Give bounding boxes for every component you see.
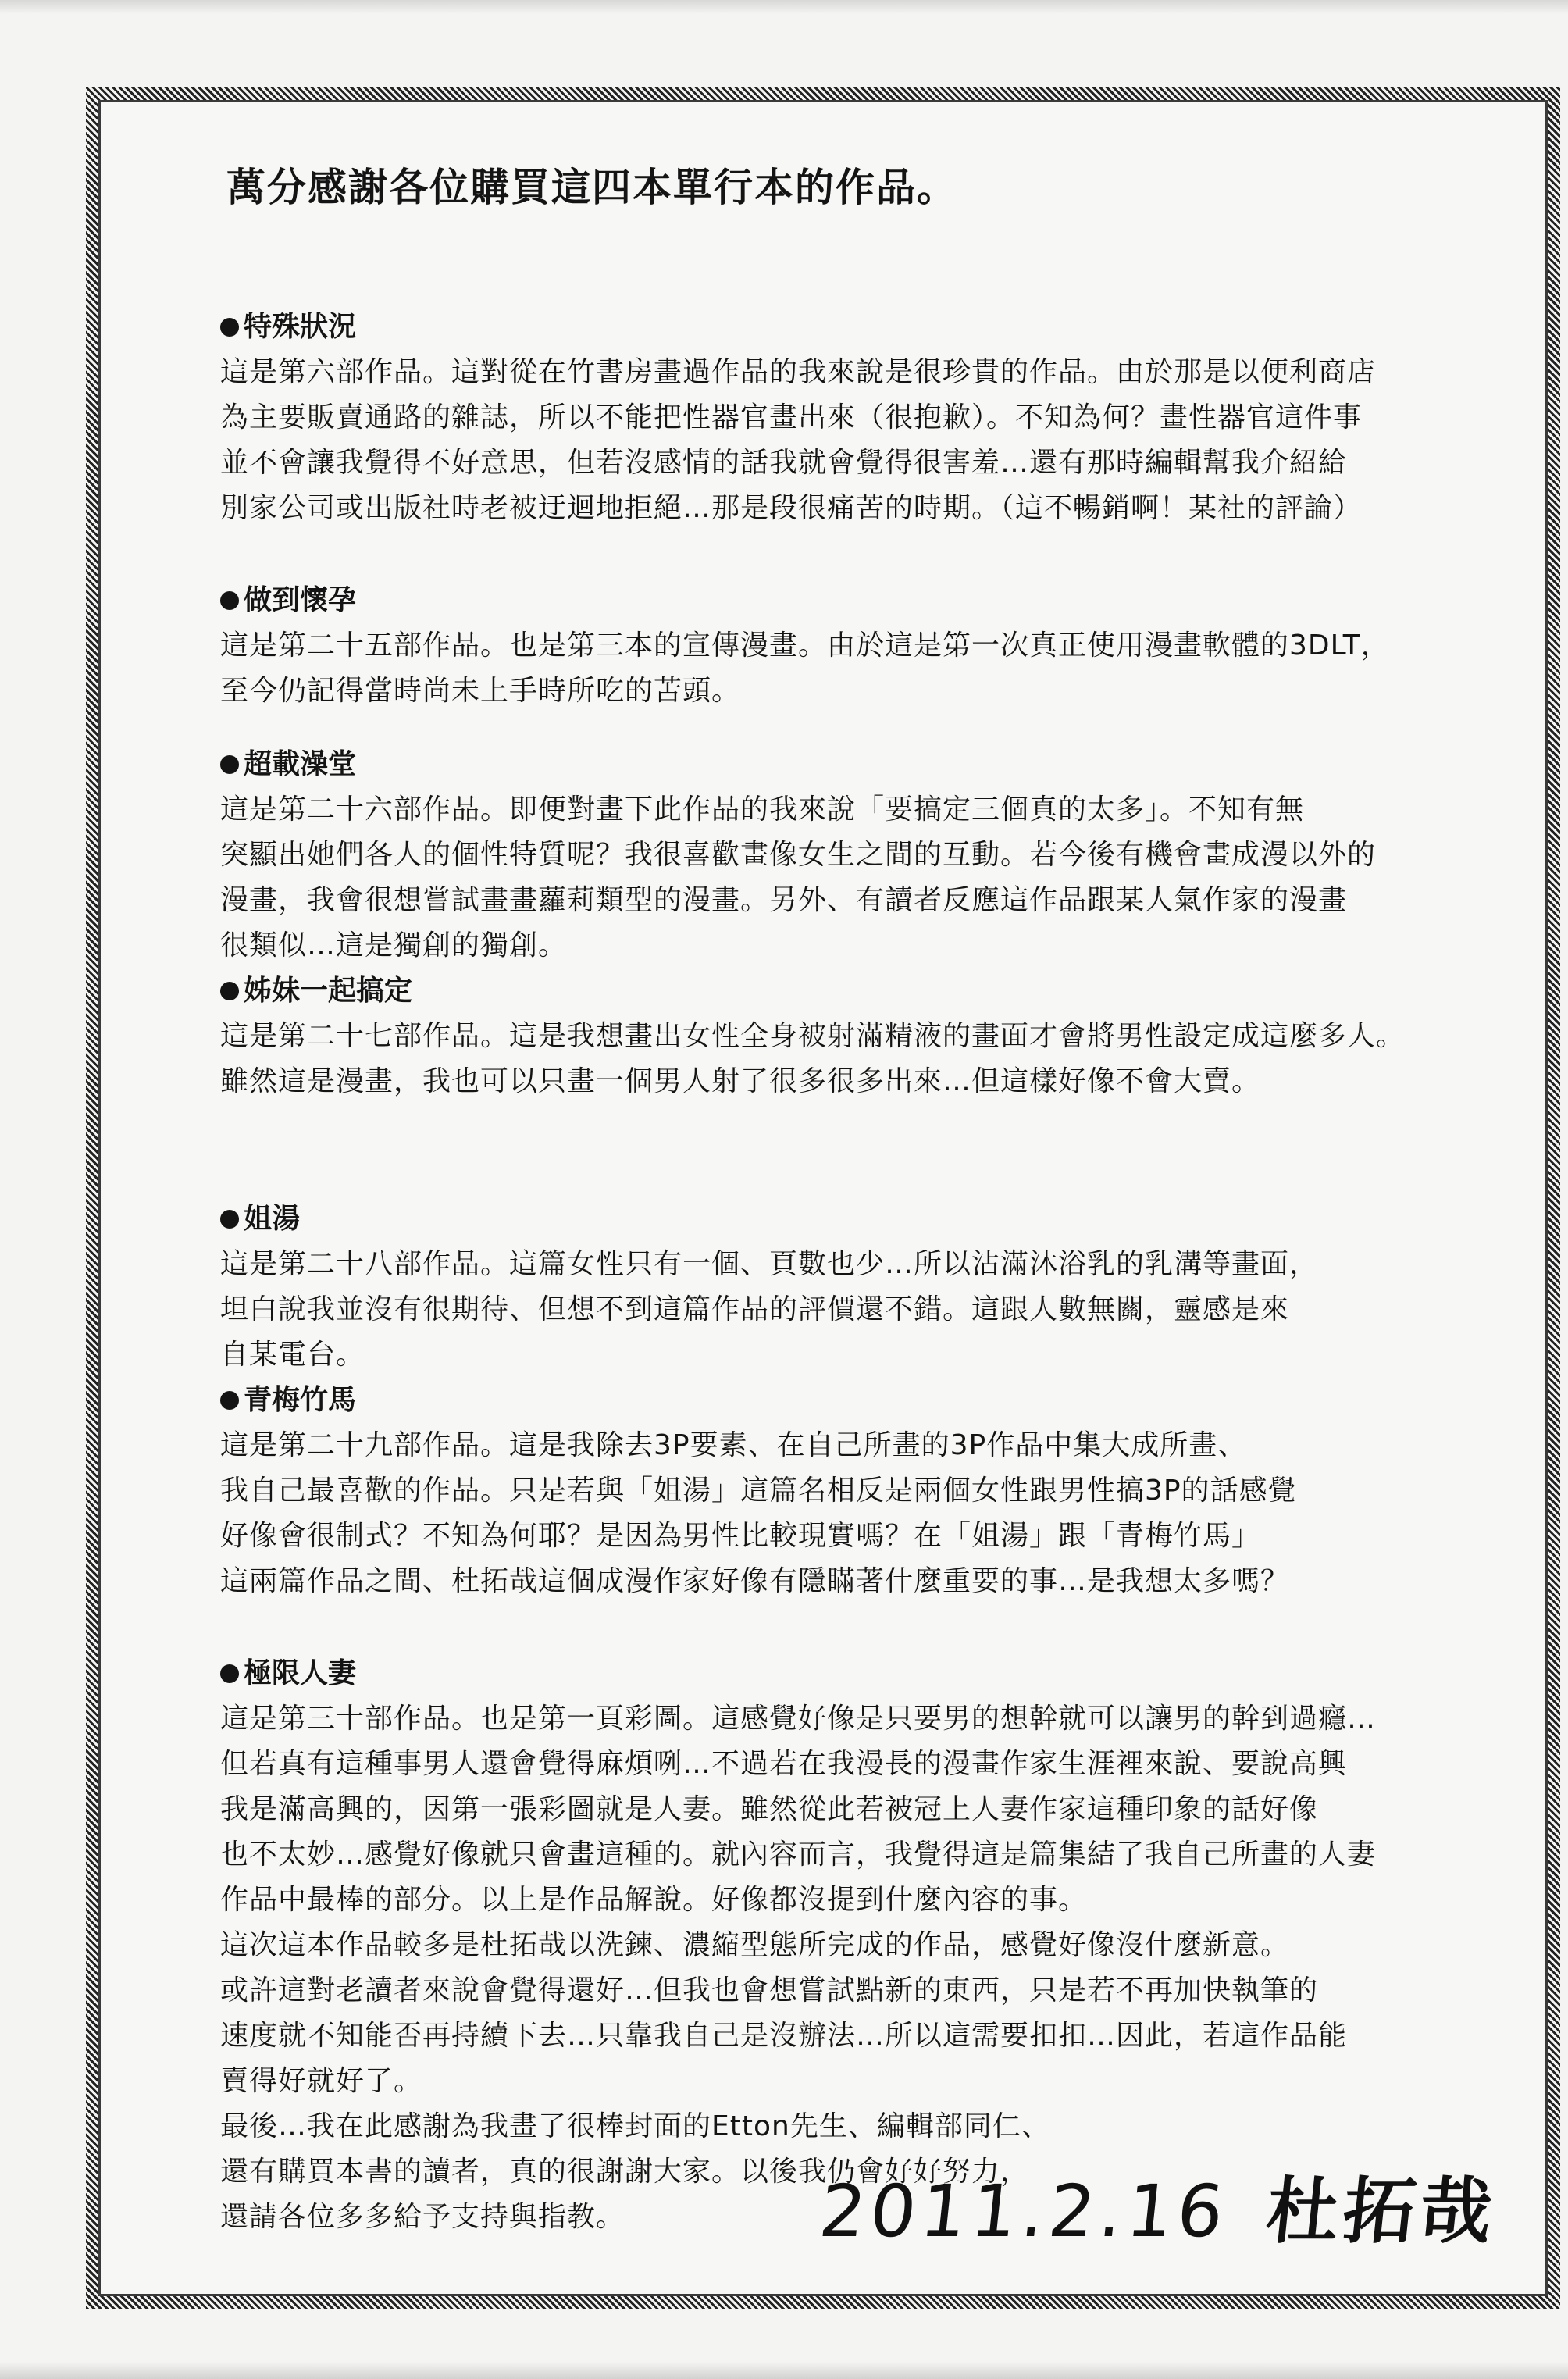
paragraph-line: 這是第三十部作品。也是第一頁彩圖。這感覺好像是只要男的想幹就可以讓男的幹到過癮… bbox=[220, 1703, 1377, 1735]
paragraph-line: 賣得好就好了。 bbox=[220, 2065, 423, 2097]
paragraph-line: 這是第六部作品。這對從在竹書房畫過作品的我來說是很珍貴的作品。由於那是以便利商店 bbox=[220, 356, 1377, 388]
paragraph-line: 自某電台。 bbox=[220, 1339, 365, 1371]
section-heading bbox=[220, 1378, 1501, 1423]
paragraph-line: 好像會很制式？不知為何耶？是因為男性比較現實嗎？在「姐湯」跟「青梅竹馬」 bbox=[220, 1520, 1261, 1552]
paragraph-line: 這是第二十九部作品。這是我除去3P要素、在自己所畫的3P作品中集大成所畫、 bbox=[220, 1429, 1247, 1461]
afterword-body bbox=[220, 165, 1501, 2240]
section-overloaded-bathhouse bbox=[220, 742, 1501, 968]
paragraph-line: 我是滿高興的，因第一張彩圖就是人妻。雖然從此若被冠上人妻作家這種印象的話好像 bbox=[220, 1793, 1319, 1825]
paragraph-line: 速度就不知能否再持續下去…只靠我自己是沒辦法…所以這需要扣扣…因此，若這作品能 bbox=[220, 2020, 1348, 2052]
section-heading-text: 特殊狀況 bbox=[244, 311, 357, 343]
handwritten-signature bbox=[815, 2170, 1501, 2253]
paragraph-line: 突顯出她們各人的個性特質呢？我很喜歡畫像女生之間的互動。若今後有機會畫成漫以外的 bbox=[220, 839, 1377, 871]
page-title: 萬分感謝各位購買這四本單行本的作品。 bbox=[226, 165, 957, 210]
paragraph-line: 還請各位多多給予支持與指教。 bbox=[220, 2201, 625, 2233]
paragraph-line: 或許這對老讀者來說會覺得還好…但我也會想嘗試點新的東西，只是若不再加快執筆的 bbox=[220, 1974, 1319, 2006]
section-heading bbox=[220, 305, 1501, 350]
paragraph-line: 這次這本作品較多是杜拓哉以洗鍊、濃縮型態所完成的作品，感覺好像沒什麼新意。 bbox=[220, 1929, 1290, 1961]
section-heading-text: 超載澡堂 bbox=[244, 748, 357, 780]
paragraph-line: 坦白說我並沒有很期待、但想不到這篇作品的評價還不錯。這跟人數無關，靈感是來 bbox=[220, 1293, 1290, 1325]
section-special-situation bbox=[220, 305, 1501, 531]
page-top-edge bbox=[0, 0, 1568, 14]
section-paragraph bbox=[220, 1242, 1501, 1378]
paragraph-line: 也不太妙…感覺好像就只會畫這種的。就內容而言，我覺得這是篇集結了我自己所畫的人妻 bbox=[220, 1839, 1377, 1871]
section-heading-text: 極限人妻 bbox=[244, 1657, 357, 1689]
paragraph-line: 這是第二十七部作品。這是我想畫出女性全身被射滿精液的畫面才會將男性設定成這麼多人。 bbox=[220, 1020, 1406, 1052]
paragraph-line: 很類似…這是獨創的獨創。 bbox=[220, 929, 568, 961]
section-heading-text: 姐湯 bbox=[244, 1203, 301, 1235]
signature-date: 2011.2.16 bbox=[815, 2170, 1232, 2253]
paragraph-line: 雖然這是漫畫，我也可以只畫一個男人射了很多很多出來…但這樣好像不會大賣。 bbox=[220, 1065, 1261, 1097]
paragraph-line: 這是第二十八部作品。這篇女性只有一個、頁數也少…所以沾滿沐浴乳的乳溝等畫面， bbox=[220, 1248, 1319, 1280]
bullet-icon bbox=[220, 982, 239, 1000]
section-paragraph bbox=[220, 1423, 1501, 1604]
bullet-icon bbox=[220, 1391, 239, 1410]
section-sister-bath bbox=[220, 1197, 1501, 1378]
section-heading bbox=[220, 1197, 1501, 1242]
section-heading-text: 青梅竹馬 bbox=[244, 1384, 357, 1416]
section-paragraph bbox=[220, 1014, 1501, 1104]
paragraph-line: 漫畫，我會很想嘗試畫畫蘿莉類型的漫畫。另外、有讀者反應這作品跟某人氣作家的漫畫 bbox=[220, 884, 1348, 916]
paragraph-line: 作品中最棒的部分。以上是作品解說。好像都沒提到什麼內容的事。 bbox=[220, 1884, 1088, 1916]
section-paragraph bbox=[220, 623, 1501, 714]
bullet-icon bbox=[220, 1210, 239, 1229]
paragraph-line: 這是第二十五部作品。也是第三本的宣傳漫畫。由於這是第一次真正使用漫畫軟體的3DLT， bbox=[220, 630, 1390, 662]
paragraph-line: 但若真有這種事男人還會覺得麻煩咧…不過若在我漫長的漫畫作家生涯裡來說、要說高興 bbox=[220, 1748, 1348, 1780]
section-extreme-wife bbox=[220, 1651, 1501, 2240]
paragraph-line: 至今仍記得當時尚未上手時所吃的苦頭。 bbox=[220, 675, 741, 707]
bullet-icon bbox=[220, 318, 239, 337]
section-heading bbox=[220, 968, 1501, 1014]
section-heading bbox=[220, 1651, 1501, 1696]
paragraph-line: 這是第二十六部作品。即便對畫下此作品的我來說「要搞定三個真的太多」。不知有無 bbox=[220, 794, 1305, 826]
paragraph-line: 為主要販賣通路的雜誌，所以不能把性器官畫出來（很抱歉）。不知為何？畫性器官這件事 bbox=[220, 401, 1363, 433]
signature-name: 杜拓哉 bbox=[1262, 2170, 1501, 2253]
bullet-icon bbox=[220, 755, 239, 774]
paragraph-line: 並不會讓我覺得不好意思，但若沒感情的話我就會覺得很害羞…還有那時編輯幫我介紹給 bbox=[220, 447, 1348, 479]
section-paragraph bbox=[220, 350, 1501, 531]
section-pregnancy bbox=[220, 578, 1501, 714]
paragraph-line: 我自己最喜歡的作品。只是若與「姐湯」這篇名相反是兩個女性跟男性搞3P的話感覺 bbox=[220, 1475, 1297, 1507]
paragraph-line: 最後…我在此感謝為我畫了很棒封面的Etton先生、編輯部同仁、 bbox=[220, 2110, 1050, 2142]
bullet-icon bbox=[220, 1664, 239, 1683]
bullet-icon bbox=[220, 591, 239, 610]
paragraph-line: 別家公司或出版社時老被迂迴地拒絕…那是段很痛苦的時期。（這不暢銷啊！某社的評論） bbox=[220, 492, 1363, 524]
paragraph-line: 還有購買本書的讀者，真的很謝謝大家。以後我仍會好好努力， bbox=[220, 2156, 1030, 2188]
section-heading bbox=[220, 742, 1501, 787]
section-childhood-friend bbox=[220, 1378, 1501, 1604]
paragraph-line: 這兩篇作品之間、杜拓哉這個成漫作家好像有隱瞞著什麼重要的事…是我想太多嗎？ bbox=[220, 1565, 1290, 1597]
section-heading bbox=[220, 578, 1501, 623]
page-bottom-edge bbox=[0, 2362, 1568, 2379]
section-sisters bbox=[220, 968, 1501, 1104]
section-heading-text: 姊妹一起搞定 bbox=[244, 975, 413, 1007]
section-heading-text: 做到懷孕 bbox=[244, 584, 357, 616]
section-paragraph bbox=[220, 1696, 1501, 2240]
section-paragraph bbox=[220, 787, 1501, 968]
